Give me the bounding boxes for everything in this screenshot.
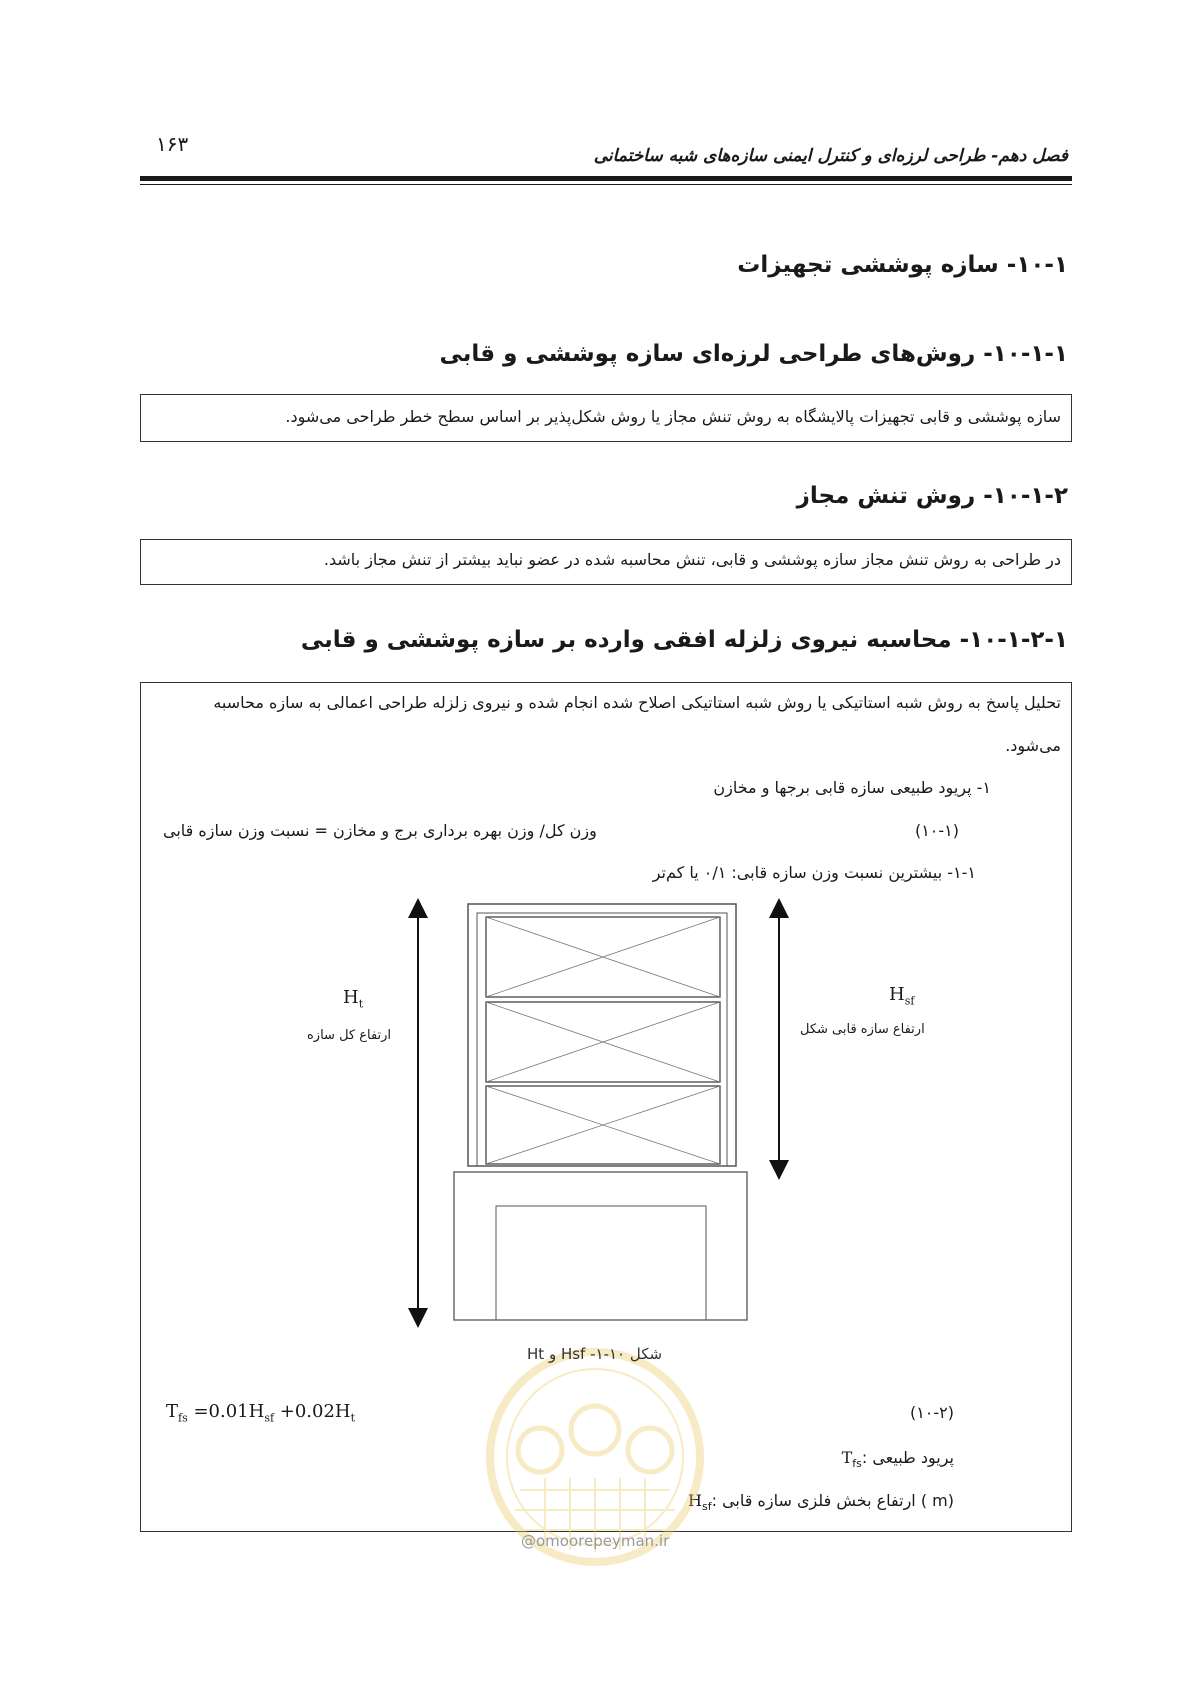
def-subscript: sf [701, 1500, 712, 1514]
definition-hsf [688, 1491, 954, 1513]
eq-symbol: T [166, 1401, 179, 1422]
requirement-box-seismic-force [140, 682, 1072, 1532]
section-heading-10-1: ۱۰-۱- سازه پوششی تجهیزات [737, 252, 1068, 278]
ht-caption: ارتفاع کل سازه [307, 1028, 392, 1043]
equation-number: (۱۰-۱) [914, 821, 959, 840]
chapter-title: فصل دهم- طراحی لرزه‌ای و کنترل ایمنی سازه‌های شبه ساختمانی [593, 146, 1068, 166]
section-heading-10-1-2-1: ۱۰-۱-۲-۱- محاسبه نیروی زلزله افقی وارده بر سازه پوششی و قابی [300, 627, 1068, 653]
requirement-text: سازه پوششی و قابی تجهیزات پالایشگاه به روش تنش مجاز یا روش شکل‌پذیر بر اساس سطح خطر طراحی می‌شود. [285, 407, 1061, 426]
requirement-box-allowable-stress [140, 539, 1072, 585]
list-item: ۱-۱- بیشترین نسبت وزن سازه قابی: ۰/۱ یا کم‌تر [652, 863, 976, 882]
def-text: : پریود طبیعی [861, 1448, 954, 1467]
ht-symbol: $H_t$ [343, 987, 364, 1011]
figure-caption: شکل ۱۰-۱- Hsf و Ht [527, 1345, 663, 1363]
requirement-box-design-method [140, 394, 1072, 442]
def-text: : ارتفاع بخش فلزی سازه قابی ( m) [711, 1491, 954, 1510]
equation-natural-period [166, 1401, 355, 1425]
requirement-text: در طراحی به روش تنش مجاز سازه پوششی و قابی، تنش محاسبه شده در عضو نباید بیشتر از تنش مجاز باشد. [323, 550, 1061, 569]
eq-subscript: t [350, 1411, 356, 1425]
list-item: ۱- پریود طبیعی سازه قابی برجها و مخازن [713, 778, 991, 797]
section-heading-10-1-1: ۱۰-۱-۱- روش‌های طراحی لرزه‌ای سازه پوششی و قابی [439, 341, 1068, 367]
hsf-symbol: $H_{sf}$ [889, 984, 915, 1008]
header-rule-thin [140, 184, 1072, 185]
paragraph-line: تحلیل پاسخ به روش شبه استاتیکی یا روش شبه استاتیکی اصلاح شده انجام شده و نیروی زلزله طراحی اعمالی به سازه محاسبه [213, 693, 1061, 712]
equation-number: (۱۰-۲) [909, 1403, 954, 1422]
def-symbol: T [841, 1448, 853, 1467]
def-symbol: H [688, 1491, 702, 1510]
section-heading-10-1-2: ۱۰-۱-۲- روش تنش مجاز [796, 483, 1068, 509]
equation-weight-ratio: وزن کل/ وزن بهره برداری برج و مخازن = نسبت وزن سازه قابی [163, 821, 597, 840]
page-number: ۱۶۳ [156, 132, 189, 156]
watermark-url: @omoorepeyman.ir [521, 1532, 670, 1550]
eq-subscript: sf [264, 1411, 275, 1425]
header-rule-thick [140, 176, 1072, 181]
eq-subscript: fs [178, 1411, 188, 1425]
def-subscript: fs [852, 1457, 862, 1471]
hsf-caption: ارتفاع سازه قابی شکل [800, 1022, 925, 1037]
eq-part: =0.01H [187, 1401, 265, 1422]
eq-part: +0.02H [274, 1401, 351, 1422]
definition-tfs [842, 1448, 954, 1470]
paragraph-line: می‌شود. [1005, 736, 1061, 755]
